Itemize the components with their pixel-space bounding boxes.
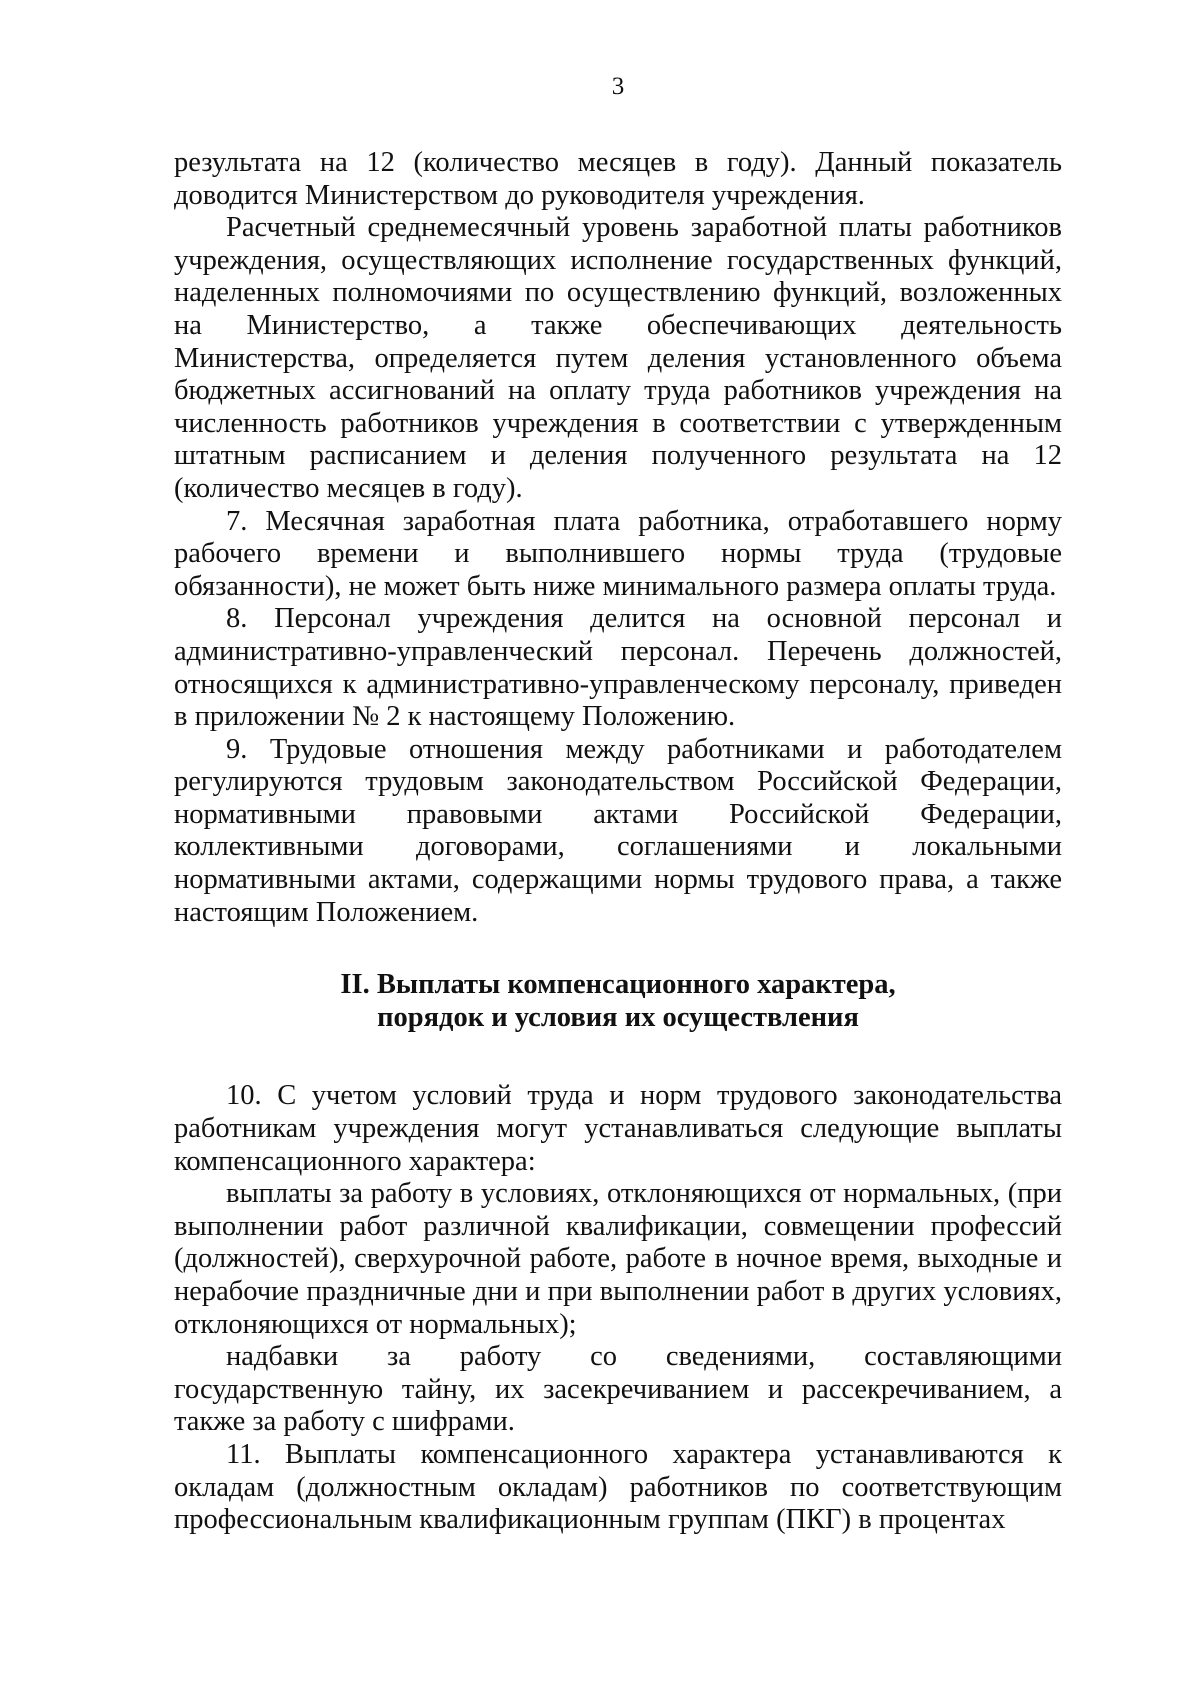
section-heading: [174, 969, 1062, 1034]
paragraph-item-11: 11. Выплаты компенсационного характера устанавливаются к окладам (должностным окладам) работников по соответствующим профессиональным квалификационным группам (ПКГ) в процентах: [174, 1438, 1062, 1536]
paragraph-salary-level: Расчетный среднемесячный уровень заработной платы работников учреждения, осуществляющих исполнение государственных функций, наделенных полномочиями по осуществлению функций, возложенных на Министерство, а также обеспечивающих деятельность Министерства, определяется путем деления установленного объема бюджетных ассигнований на оплату труда работников учреждения на численность работников учреждения в соответствии с утвержденным штатным расписанием и деления полученного результата на 12 (количество месяцев в году).: [174, 212, 1062, 504]
paragraph-continuation: результата на 12 (количество месяцев в году). Данный показатель доводится Министерством до руководителя учреждения.: [174, 147, 1062, 211]
section-heading-line-1: II. Выплаты компенсационного характера,: [340, 969, 896, 1001]
paragraph-secret-allowance: надбавки за работу со сведениями, составляющими государственную тайну, их засекречиванием и рассекречиванием, а также за работу с шифрами.: [174, 1341, 1062, 1438]
paragraph-item-7: 7. Месячная заработная плата работника, отработавшего норму рабочего времени и выполнившего нормы труда (трудовые обязанности), не может быть ниже минимального размера оплаты труда.: [174, 505, 1062, 602]
paragraph-item-9: 9. Трудовые отношения между работниками и работодателем регулируются трудовым законодательством Российской Федерации, нормативными правовыми актами Российской Федерации, коллективными договорами, соглашениями и локальными нормативными актами, содержащими нормы трудового права, а также настоящим Положением.: [174, 733, 1062, 928]
document-body: [174, 147, 1062, 1537]
page-number: 3: [611, 73, 625, 100]
paragraph-payments-conditions: выплаты за работу в условиях, отклоняющихся от нормальных, (при выполнении работ различной квалификации, совмещении профессий (должностей), сверхурочной работе, работе в ночное время, выходные и нерабочие праздничные дни и при выполнении работ в других условиях, отклоняющихся от нормальных);: [174, 1178, 1062, 1340]
section-heading-line-2: порядок и условия их осуществления: [377, 1001, 859, 1033]
paragraph-item-8: 8. Персонал учреждения делится на основной персонал и административно-управленческий персонал. Перечень должностей, относящихся к административно-управленческому персоналу, приведен в приложении № 2 к настоящему Положению.: [174, 603, 1062, 733]
paragraph-item-10: 10. С учетом условий труда и норм трудового законодательства работникам учреждения могут устанавливаться следующие выплаты компенсационного характера:: [174, 1080, 1062, 1177]
